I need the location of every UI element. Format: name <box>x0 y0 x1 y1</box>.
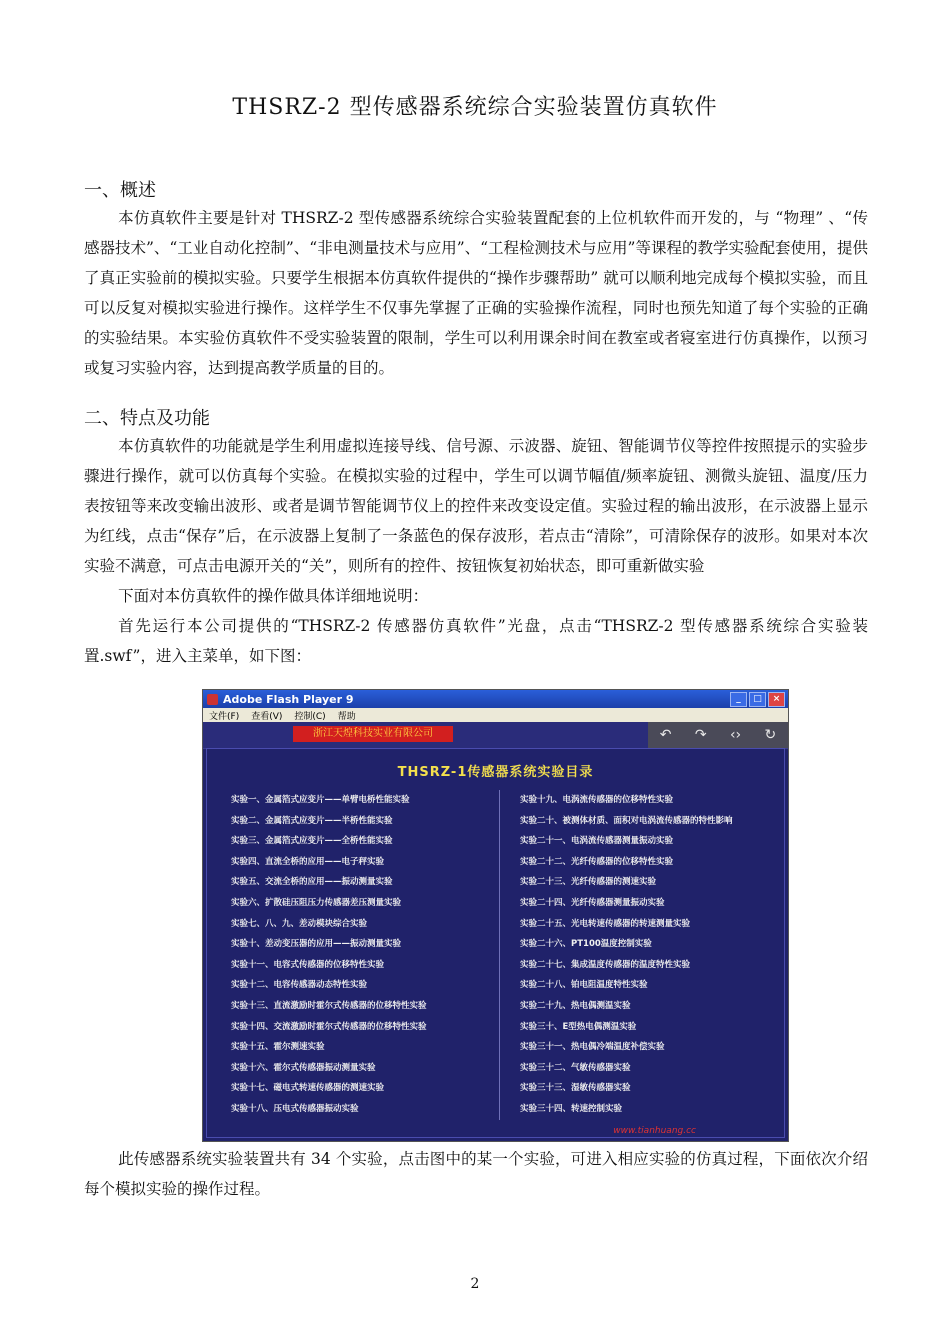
experiment-menu-item[interactable]: 实验十四、交流激励时霍尔式传感器的位移特性实验 <box>231 1021 427 1032</box>
experiment-menu-title: THSRZ-1传感器系统实验目录 <box>397 765 594 780</box>
experiment-menu-item[interactable]: 实验二十八、铂电阻温度特性实验 <box>520 980 648 991</box>
flash-player-screenshot <box>202 689 789 1142</box>
instructions-intro-paragraph: 下面对本仿真软件的操作做具体详细地说明： <box>118 587 429 605</box>
experiment-menu-item[interactable]: 实验十三、直流激励时霍尔式传感器的位移特性实验 <box>231 1000 427 1011</box>
experiment-menu-item[interactable]: 实验六、扩散硅压阻压力传感器差压测量实验 <box>231 897 402 908</box>
experiment-menu-item[interactable]: 实验三十四、转速控制实验 <box>520 1103 623 1114</box>
overview-paragraph: 本仿真软件主要是针对 THSRZ-2 型传感器系统综合实验装置配套的上位机软件而开发的，与 “物理” 、“传感器技术”、“工业自动化控制”、“非电测量技术与应用”、“工程检测技术与应用”等课程的教学实验配套使用，提供了真正实验前的模拟实验。只要学生根据本仿真软件提供的“操作步骤帮助” 就可以顺利地完成每个模拟实验，而且可以反复对模拟实验进行操作。这样学生不仅事先掌握了正确的实验操作流程，同时也预先知道了每个实验的正确的实验结果。本实验仿真软件不受实验装置的限制，学生可以利用课余时间在教室或者寝室进行仿真操作，以预习或复习实验内容，达到提高教学质量的目的。 <box>84 209 868 377</box>
experiment-list <box>203 790 788 1120</box>
after-figure-section <box>84 1144 868 1204</box>
company-banner: 浙江天煌科技实业有限公司 <box>293 726 453 742</box>
menu-bar <box>203 708 788 722</box>
experiment-menu-item[interactable]: 实验二十九、热电偶测温实验 <box>520 1000 631 1011</box>
page-title: THSRZ-2 型传感器系统综合实验装置仿真软件 <box>232 95 718 120</box>
close-icon[interactable]: × <box>768 692 785 707</box>
experiment-menu-item[interactable]: 实验七、八、九、差动模块综合实验 <box>231 918 368 929</box>
experiment-menu-item[interactable]: 实验十一、电容式传感器的位移特性实验 <box>231 959 385 970</box>
experiment-menu-item[interactable]: 实验十八、压电式传感器振动实验 <box>231 1103 359 1114</box>
experiment-menu-item[interactable]: 实验二、金属箔式应变片——半桥性能实验 <box>231 815 393 826</box>
experiment-menu-item[interactable]: 实验二十三、光纤传感器的测速实验 <box>520 877 657 888</box>
experiment-menu-item[interactable]: 实验三十三、湿敏传感器实验 <box>520 1083 631 1094</box>
app-toolbar <box>203 722 788 749</box>
experiment-menu-item[interactable]: 实验二十、被测体材质、面积对电涡流传感器的特性影响 <box>520 815 733 826</box>
experiment-column-left <box>203 790 499 1120</box>
experiment-menu-item[interactable]: 实验十二、电容传感器动态特性实验 <box>231 980 368 991</box>
section-heading-features: 二、特点及功能 <box>84 408 210 429</box>
experiment-menu-item[interactable]: 实验二十七、集成温度传感器的温度特性实验 <box>520 959 691 970</box>
experiment-menu-item[interactable]: 实验二十一、电涡流传感器测量振动实验 <box>520 836 674 847</box>
experiment-menu-item[interactable]: 实验十七、磁电式转速传感器的测速实验 <box>231 1083 385 1094</box>
experiment-column-right <box>499 790 788 1120</box>
window-title: Adobe Flash Player 9 <box>223 692 354 706</box>
experiment-menu-item[interactable]: 实验二十五、光电转速传感器的转速测量实验 <box>520 918 691 929</box>
experiment-menu-item[interactable]: 实验二十六、PT100温度控制实验 <box>520 939 652 950</box>
forward-arrow-icon[interactable]: ↷ <box>694 727 707 743</box>
launch-instructions-paragraph: 首先运行本公司提供的“THSRZ-2 传感器仿真软件”光盘，点击“THSRZ-2 型传感器系统综合实验装置.swf”，进入主菜单，如下图： <box>84 617 868 665</box>
window-titlebar <box>203 690 788 708</box>
minimize-icon[interactable]: _ <box>730 692 747 707</box>
features-paragraph: 本仿真软件的功能就是学生利用虚拟连接导线、信号源、示波器、旋钮、智能调节仪等控件按照提示的实验步骤进行操作，就可以仿真每个实验。在模拟实验的过程中，学生可以调节幅值/频率旋钮、测微头旋钮、温度/压力表按钮等来改变输出波形、或者是调节智能调节仪上的控件来改变设定值。实验过程的输出波形，在示波器上显示为红线，点击“保存”后，在示波器上复制了一条蓝色的保存波形，若点击“清除”，可清除保存的波形。如果对本次实验不满意，可点击电源开关的“关”，则所有的控件、按钮恢复初始状态，即可重新做实验 <box>84 437 868 575</box>
experiment-menu-item[interactable]: 实验三十二、气敏传感器实验 <box>520 1062 631 1073</box>
maximize-icon[interactable]: □ <box>749 692 766 707</box>
footer-url: www.tianhuang.cc <box>613 1126 696 1136</box>
experiment-menu-item[interactable]: 实验三、金属箔式应变片——全桥性能实验 <box>231 836 393 847</box>
experiment-menu-item[interactable]: 实验三十一、热电偶冷端温度补偿实验 <box>520 1042 665 1053</box>
section-heading-overview: 一、概述 <box>84 180 156 201</box>
features-section <box>84 431 868 671</box>
after-figure-paragraph: 此传感器系统实验装置共有 34 个实验，点击图中的某一个实验，可进入相应实验的仿真过程，下面依次介绍每个模拟实验的操作过程。 <box>84 1150 868 1198</box>
experiment-menu-item[interactable]: 实验一、金属箔式应变片——单臂电桥性能实验 <box>231 795 410 805</box>
menu-view[interactable]: 查看(V) <box>251 711 283 722</box>
experiment-menu-item[interactable]: 实验十五、霍尔测速实验 <box>231 1042 325 1053</box>
page-number: 2 <box>470 1276 480 1292</box>
menu-help[interactable]: 帮助 <box>337 711 356 722</box>
menu-file[interactable]: 文件(F) <box>209 711 240 722</box>
experiment-menu-item[interactable]: 实验十、差动变压器的应用——振动测量实验 <box>231 939 402 950</box>
experiment-menu-item[interactable]: 实验五、交流全桥的应用——振动测量实验 <box>231 877 393 888</box>
flash-app-icon <box>207 694 218 705</box>
expand-icon[interactable]: ‹› <box>729 727 742 743</box>
refresh-icon[interactable]: ↻ <box>764 727 777 743</box>
experiment-menu-item[interactable]: 实验十九、电涡流传感器的位移特性实验 <box>520 795 674 805</box>
overview-section <box>84 203 868 383</box>
experiment-menu-item[interactable]: 实验四、直流全桥的应用——电子秤实验 <box>231 856 385 867</box>
nav-icon-group <box>648 722 788 748</box>
back-arrow-icon[interactable]: ↶ <box>659 727 672 743</box>
experiment-menu-item[interactable]: 实验十六、霍尔式传感器振动测量实验 <box>231 1062 376 1073</box>
experiment-menu-item[interactable]: 实验二十四、光纤传感器测量振动实验 <box>520 897 665 908</box>
experiment-menu-item[interactable]: 实验二十二、光纤传感器的位移特性实验 <box>520 856 674 867</box>
menu-control[interactable]: 控制(C) <box>294 711 326 722</box>
experiment-menu-item[interactable]: 实验三十、E型热电偶测温实验 <box>520 1021 637 1032</box>
